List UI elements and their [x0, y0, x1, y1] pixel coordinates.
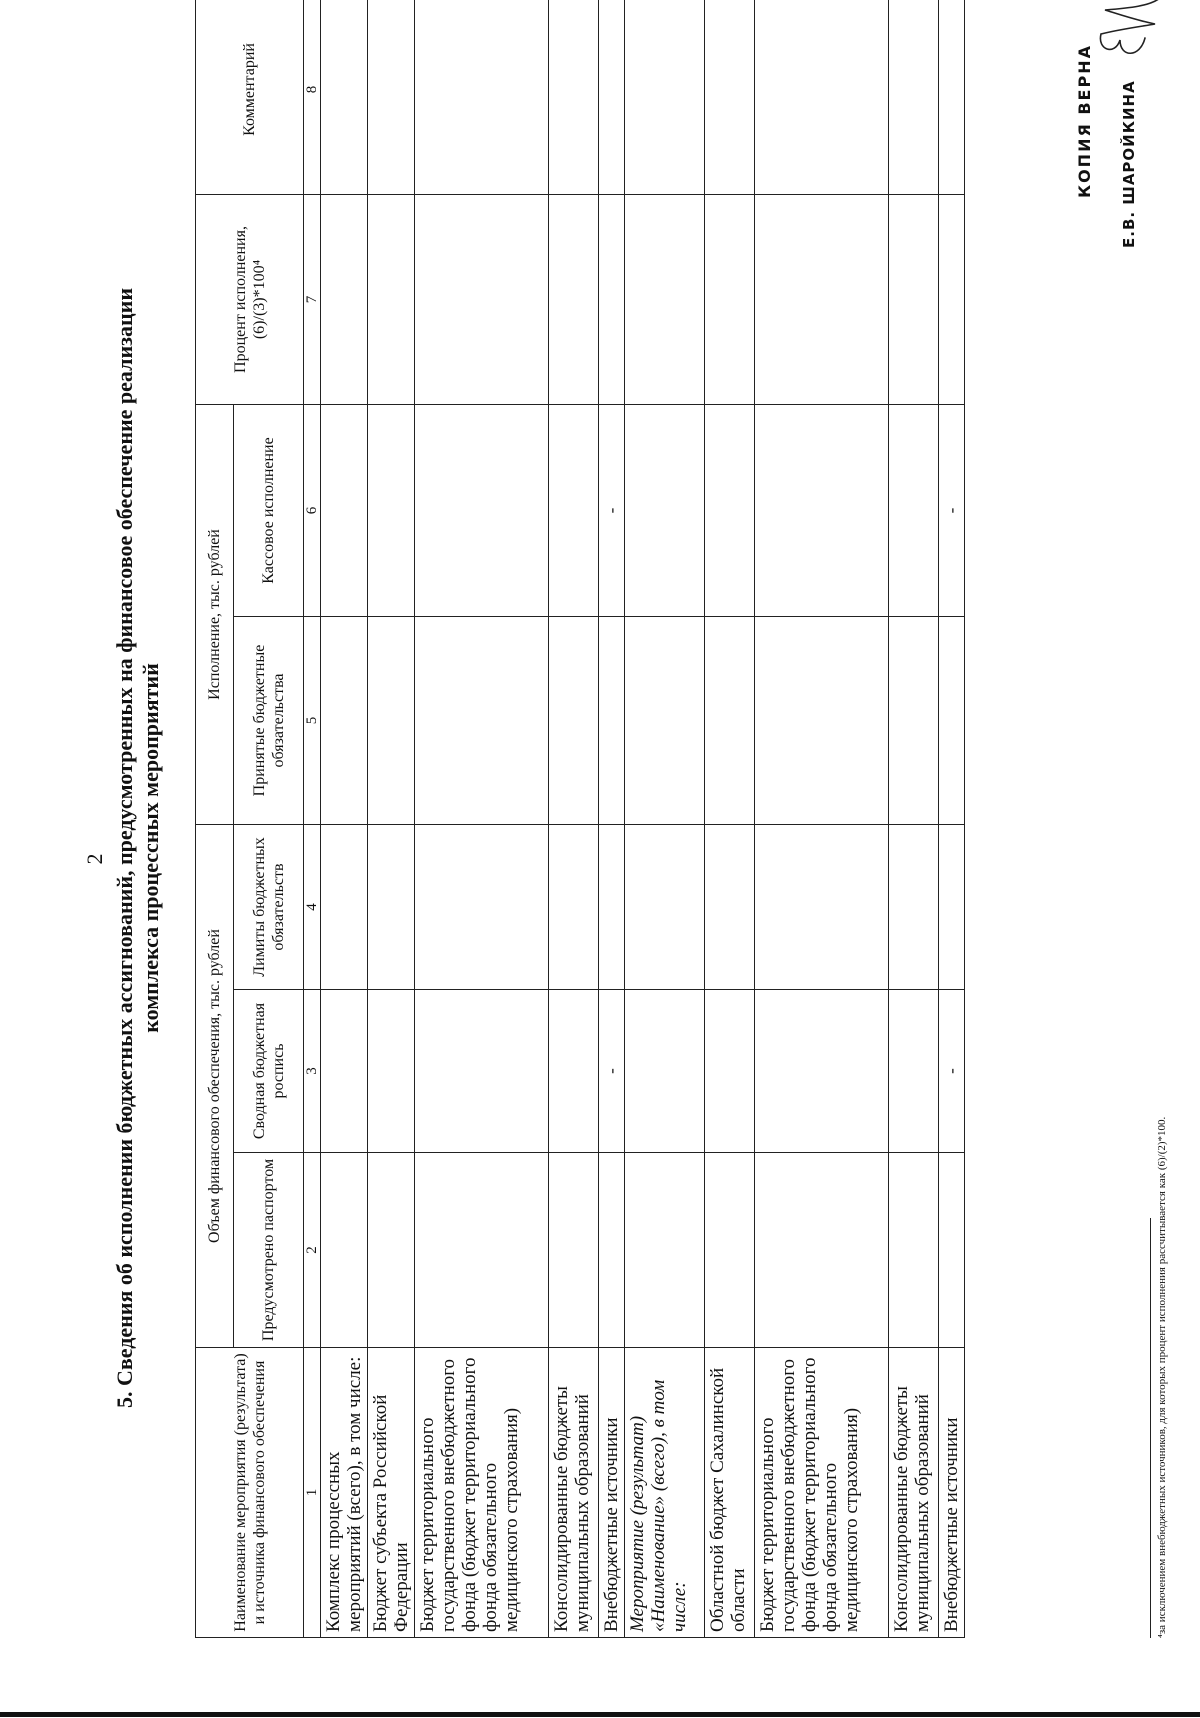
name-stamp: Е.В. ШАРОЙКИНА	[1120, 80, 1138, 248]
header-passport: Предусмотрено паспортом	[234, 1153, 304, 1348]
cell-cash-execution	[321, 404, 368, 616]
execution-table	[195, 0, 965, 1638]
header-cash-execution: Кассовое исполнение	[234, 404, 304, 616]
column-number: 2	[304, 1153, 321, 1348]
column-number: 4	[304, 824, 321, 989]
row-name: Внебюджетные источники	[939, 1348, 965, 1638]
page-title	[112, 148, 164, 1548]
cell-budget-schedule	[321, 990, 368, 1153]
header-execution-group: Исполнение, тыс. рублей	[196, 404, 234, 824]
row-name: Консолидированные бюджеты муниципальных образований	[549, 1348, 599, 1638]
header-volume-group: Объем финансового обеспечения, тыс. рублей	[196, 824, 234, 1347]
column-number: 8	[304, 0, 321, 194]
footnote: ⁴за исключением внебюджетных источников, для которых процент исполнения рассчитывается как (6)/(2)*100.	[1156, 1116, 1168, 1638]
table-row	[368, 0, 415, 1638]
header-limits: Лимиты бюджетных обязательств	[234, 824, 304, 989]
table-row	[321, 0, 368, 1638]
cell-cash-execution	[705, 404, 755, 616]
cell-cash-execution	[889, 404, 939, 616]
page-bottom-edge	[0, 1712, 1200, 1717]
row-name: Консолидированные бюджеты муниципальных образований	[889, 1348, 939, 1638]
table-row	[705, 0, 755, 1638]
column-number: 3	[304, 990, 321, 1153]
cell-cash-execution	[755, 404, 889, 616]
cell-cash-execution	[549, 404, 599, 616]
table-row	[889, 0, 939, 1638]
column-number: 7	[304, 194, 321, 404]
column-number: 6	[304, 404, 321, 616]
row-name: Мероприятие (результат) «Наименование» (всего), в том числе:	[625, 1348, 705, 1638]
row-name: Бюджет субъекта Российской Федерации	[368, 1348, 415, 1638]
header-comment: Комментарий	[196, 0, 304, 194]
title-line-2: комплекса процессных мероприятий	[138, 663, 163, 1033]
cell-budget-schedule	[625, 990, 705, 1153]
row-name: Бюджет территориального государственного внебюджетного фонда (бюджет территориального фонда обязательного медицинского страхования)	[415, 1348, 549, 1638]
row-name: Комплекс процессных мероприятий (всего), в том числе:	[321, 1348, 368, 1638]
cell-budget-schedule	[889, 990, 939, 1153]
table-row	[939, 0, 965, 1638]
cell-cash-execution	[625, 404, 705, 616]
signature-icon	[1085, 0, 1175, 68]
page-number: 2	[82, 853, 107, 865]
cell-cash-execution	[368, 404, 415, 616]
cell-budget-schedule	[705, 990, 755, 1153]
table-row	[625, 0, 705, 1638]
column-number: 1	[304, 1348, 321, 1638]
title-line-1: 5. Сведения об исполнении бюджетных ассигнований, предусмотренных на финансовое обеспечение реализации	[112, 287, 137, 1409]
cell-budget-schedule	[368, 990, 415, 1153]
cell-budget-schedule	[755, 990, 889, 1153]
table-row	[599, 0, 625, 1638]
copy-stamp: КОПИЯ ВЕРНА	[1075, 44, 1094, 198]
cell-budget-schedule: -	[599, 990, 625, 1153]
cell-cash-execution: -	[599, 404, 625, 616]
column-number: 5	[304, 616, 321, 824]
cell-cash-execution	[415, 404, 549, 616]
footnote-divider	[1150, 1218, 1151, 1638]
column-numbers-row	[304, 0, 321, 1638]
cell-cash-execution: -	[939, 404, 965, 616]
cell-budget-schedule	[415, 990, 549, 1153]
header-obligations: Принятые бюджетные обязательства	[234, 616, 304, 824]
header-name: Наименование мероприятия (результата) и источника финансового обеспечения	[196, 1348, 304, 1638]
table-row	[755, 0, 889, 1638]
cell-budget-schedule: -	[939, 990, 965, 1153]
table-row	[415, 0, 549, 1638]
header-budget-schedule: Сводная бюджетная роспись	[234, 990, 304, 1153]
row-name: Областной бюджет Сахалинской области	[705, 1348, 755, 1638]
cell-budget-schedule	[549, 990, 599, 1153]
header-percent: Процент исполнения, (6)/(3)*100⁴	[196, 194, 304, 404]
row-name: Внебюджетные источники	[599, 1348, 625, 1638]
row-name: Бюджет территориального государственного внебюджетного фонда (бюджет территориального фонда обязательного медицинского страхования)	[755, 1348, 889, 1638]
table-row	[549, 0, 599, 1638]
